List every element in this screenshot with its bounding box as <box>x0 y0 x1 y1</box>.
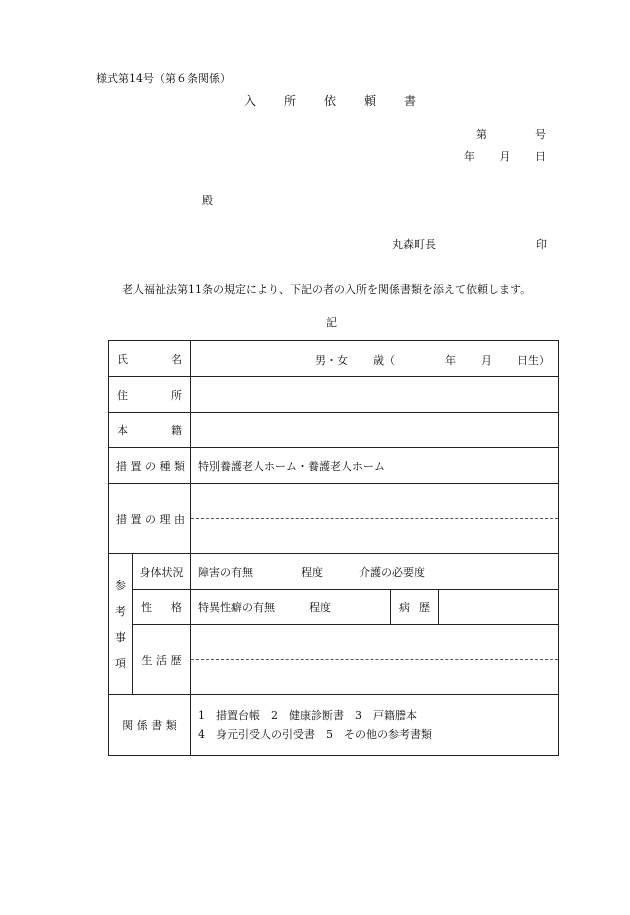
degree-label: 程度 <box>309 601 331 614</box>
physical-value[interactable] <box>191 554 559 590</box>
documents-line: 4 身元引受人の引受書 5 その他の参考書類 <box>198 728 432 741</box>
life-history-value[interactable] <box>191 625 559 695</box>
request-form-table <box>108 340 559 756</box>
measure-type-row <box>109 448 559 484</box>
address-label-cell <box>109 377 191 413</box>
form-number: 様式第14号（第６条関係） <box>96 72 231 85</box>
measure-reason-value[interactable] <box>191 484 559 554</box>
domicile-value-cell[interactable] <box>191 413 559 448</box>
personality-value[interactable] <box>191 590 391 625</box>
label-char: 参 <box>115 579 126 592</box>
label-char: 性 <box>141 601 152 614</box>
title-char: 入 <box>244 94 257 108</box>
documents-row <box>109 695 559 756</box>
personality-row <box>109 590 559 625</box>
date-day: 日 <box>535 150 546 163</box>
label-char: 名 <box>171 352 182 366</box>
request-sentence: 老人福祉法第11条の規定により、下記の者の入所を関係書類を添えて依頼します。 <box>122 283 532 296</box>
name-value-cell[interactable] <box>191 341 559 377</box>
addressee-suffix: 殿 <box>202 194 213 207</box>
measure-reason-row <box>109 484 559 554</box>
number-suffix: 号 <box>535 128 546 141</box>
documents-list <box>191 695 559 756</box>
title-char: 依 <box>323 94 336 108</box>
medical-history-value[interactable] <box>439 590 559 625</box>
measure-reason-label: 措 置 の 理 由 <box>109 484 191 554</box>
physical-label: 身体状況 <box>133 554 191 590</box>
label-char: 本 <box>117 424 128 437</box>
document-number <box>476 126 546 142</box>
physical-row <box>109 554 559 590</box>
name-label-cell <box>109 341 191 377</box>
label-char: 病 <box>399 601 410 614</box>
label-char: 格 <box>171 601 182 614</box>
title-char: 頼 <box>363 94 376 108</box>
ki-mark: 記 <box>326 316 337 329</box>
disability-label: 障害の有無 <box>198 565 253 579</box>
domicile-label-cell <box>109 413 191 448</box>
dashed-divider <box>191 659 558 660</box>
life-history-label: 生 活 歴 <box>133 625 191 695</box>
title-char: 所 <box>283 94 296 108</box>
document-title <box>244 92 416 109</box>
measure-type-value[interactable]: 特別養護老人ホーム・養護老人ホーム <box>191 448 559 484</box>
personality-label <box>133 590 191 625</box>
gender-option: 男・女 <box>315 353 348 367</box>
domicile-row <box>109 413 559 448</box>
date-year: 年 <box>464 150 475 163</box>
issuer: 丸森町長 <box>392 238 436 251</box>
degree-label: 程度 <box>301 565 323 579</box>
birth-day-label: 日生） <box>517 353 550 367</box>
date-month: 月 <box>499 150 511 163</box>
label-char: 所 <box>171 388 182 402</box>
address-value-cell[interactable] <box>191 377 559 413</box>
address-row <box>109 377 559 413</box>
title-char: 書 <box>403 94 416 108</box>
birth-year-label: 年 <box>445 353 456 367</box>
medical-history-label <box>391 590 439 625</box>
dashed-divider <box>191 518 558 519</box>
label-char: 氏 <box>117 352 128 366</box>
label-char: 考 <box>115 605 126 618</box>
measure-type-label: 措 置 の 種 類 <box>109 448 191 484</box>
number-prefix: 第 <box>476 128 487 141</box>
name-row <box>109 341 559 377</box>
reference-label-cell <box>109 554 133 695</box>
care-need-label: 介護の必要度 <box>359 565 425 579</box>
birth-month-label: 月 <box>481 353 492 367</box>
label-char: 籍 <box>171 424 182 437</box>
seal-mark: 印 <box>536 238 547 251</box>
document-date <box>464 148 546 164</box>
label-char: 歴 <box>419 601 430 614</box>
peculiar-habit-label: 特異性癖の有無 <box>198 601 275 614</box>
documents-line: 1 措置台帳 2 健康診断書 3 戸籍謄本 <box>198 709 417 722</box>
documents-label: 関 係 書 類 <box>109 695 191 756</box>
label-char: 項 <box>115 657 126 670</box>
label-char: 住 <box>117 388 128 402</box>
life-history-row <box>109 625 559 695</box>
age-label: 歳（ <box>373 353 395 367</box>
label-char: 事 <box>115 631 126 644</box>
